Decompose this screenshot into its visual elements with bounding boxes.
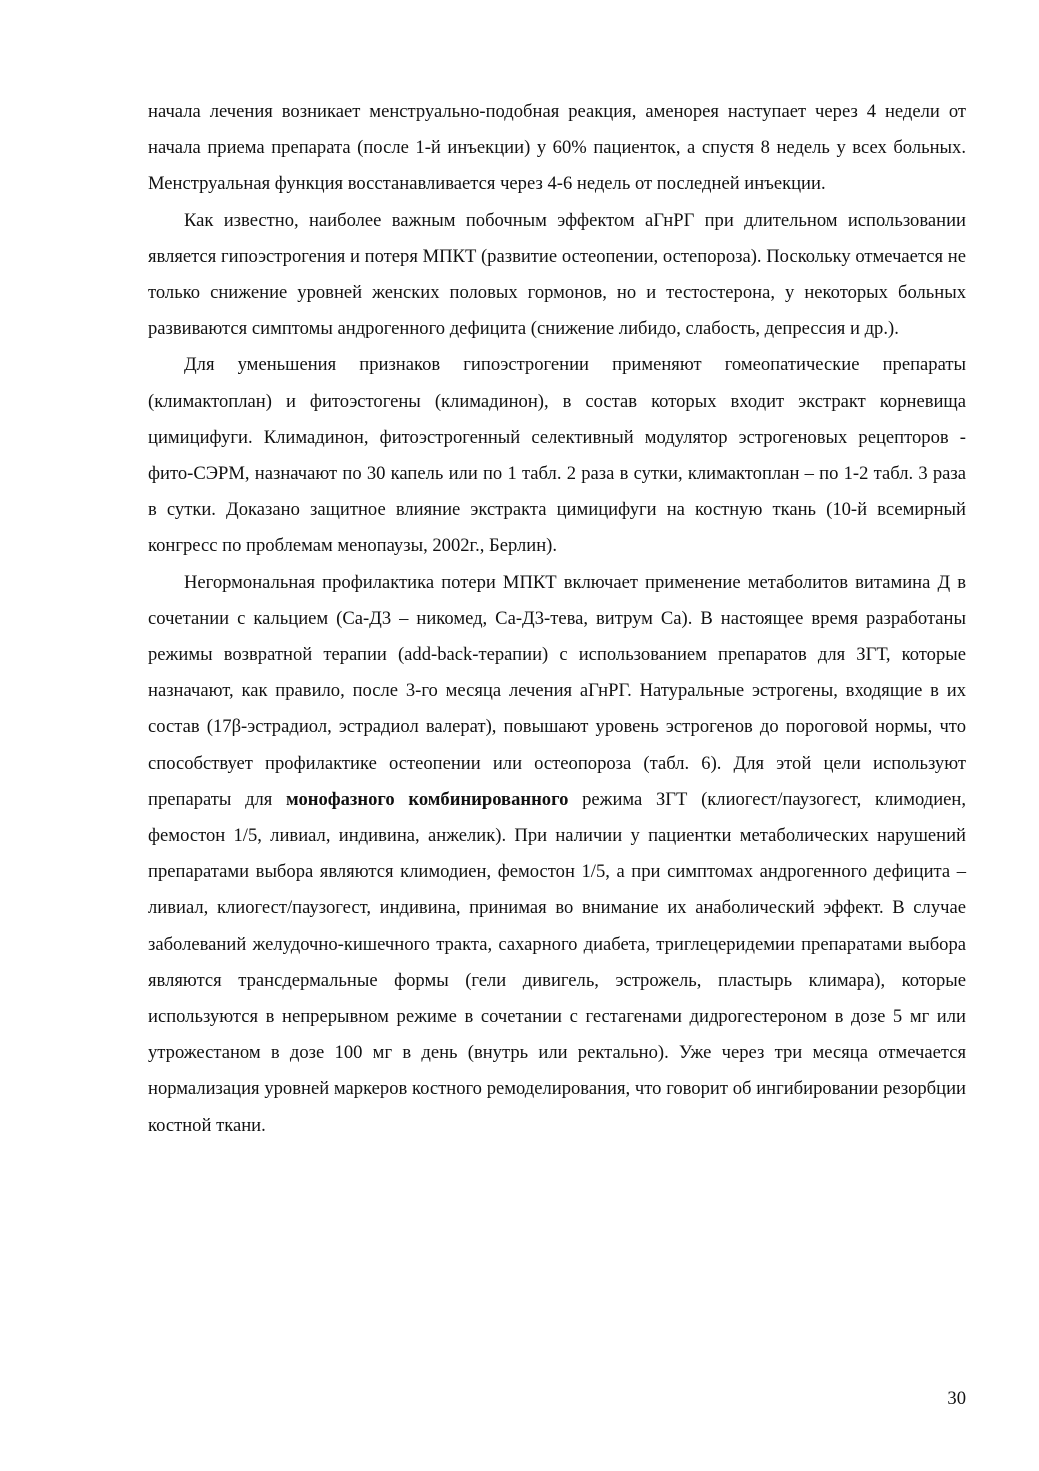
paragraph-side-effects: Как известно, наиболее важным побочным эффектом аГнРГ при длительном использовании является гипоэстрогения и потеря МПКТ (развитие остеопении, остепороза). Поскольку отмечается не только снижение уровней женских половых гормонов, но и тестостерона, у некоторых больных развиваются симптомы андрогенного дефицита (снижение либидо, слабость, депрессия и др.).: [148, 209, 966, 340]
paragraph-continuation: начала лечения возникает менструально-подобная реакция, аменорея наступает через 4 недели от начала приема препарата (после 1-й инъекции) у 60% пациенток, а спустя 8 недель у всех больных. Менструальная функция восстанавливается через 4-6 недель от последней инъекции.: [148, 101, 966, 195]
paragraph-text-after-bold: режима ЗГТ (клиогест/паузогест, климодиен, фемостон 1/5, ливиал, индивина, анжелик). При наличии у пациентки метаболических нарушений препаратами выбора являются климодиен, фемостон 1/5, а при симптомах андрогенного дефицита – ливиал, клиогест/паузогест, индивина, принимая во внимание их анаболический эффект. В случае заболеваний желудочно-кишечного тракта, сахарного диабета, триглецеридемии препаратами выбора являются трансдермальные формы (гели дивигель, эстрожель, пластырь климара), которые используются в непрерывном режиме в сочетании с гестагенами дидрогестероном в дозе 5 мг или утрожестаном в дозе 100 мг в день (внутрь или ректально). Уже через три месяца отмечается нормализация уровней маркеров костного ремоделирования, что говорит об ингибировании резорбции костной ткани.: [148, 788, 967, 1136]
paragraph-text-before-bold: Негормональная профилактика потери МПКТ включает применение метаболитов витамина Д в сочетании с кальцием (Са-Д3 – никомед, Са-Д3-тева, витрум Са). В настоящее время разработаны режимы возвратной терапии (add-back-терапии) с использованием препаратов для ЗГТ, которые назначают, как правило, после 3-го месяца лечения аГнРГ. Натуральные эстрогены, входящие в их состав (17β-эстрадиол, эстрадиол валерат), повышают уровень эстрогенов до пороговой нормы, что способствует профилактике остеопении или остеопороза (табл. 6). Для этой цели используют препараты для: [148, 571, 966, 810]
paragraph-nonhormonal-prophylaxis: [148, 565, 966, 1144]
paragraph-hypoestrogenism-treatment: Для уменьшения признаков гипоэстрогении применяют гомеопатические препараты (климактоплан) и фитоэстогены (климадинон), в состав которых входит экстракт корневища цимицифуги. Климадинон, фитоэстрогенный селективный модулятор эстрогеновых рецепторов - фито-СЭРМ, назначают по 30 капель или по 1 табл. 2 раза в сутки, климактоплан – по 1-2 табл. 3 раза в сутки. Доказано защитное влияние экстракта цимицифуги на костную ткань (10-й всемирный конгресс по проблемам менопаузы, 2002г., Берлин).: [148, 354, 966, 557]
page-body: [148, 94, 966, 1144]
bold-term-monophasic-combined: монофазного комбинированного: [286, 788, 569, 810]
page-number: 30: [947, 1388, 966, 1409]
